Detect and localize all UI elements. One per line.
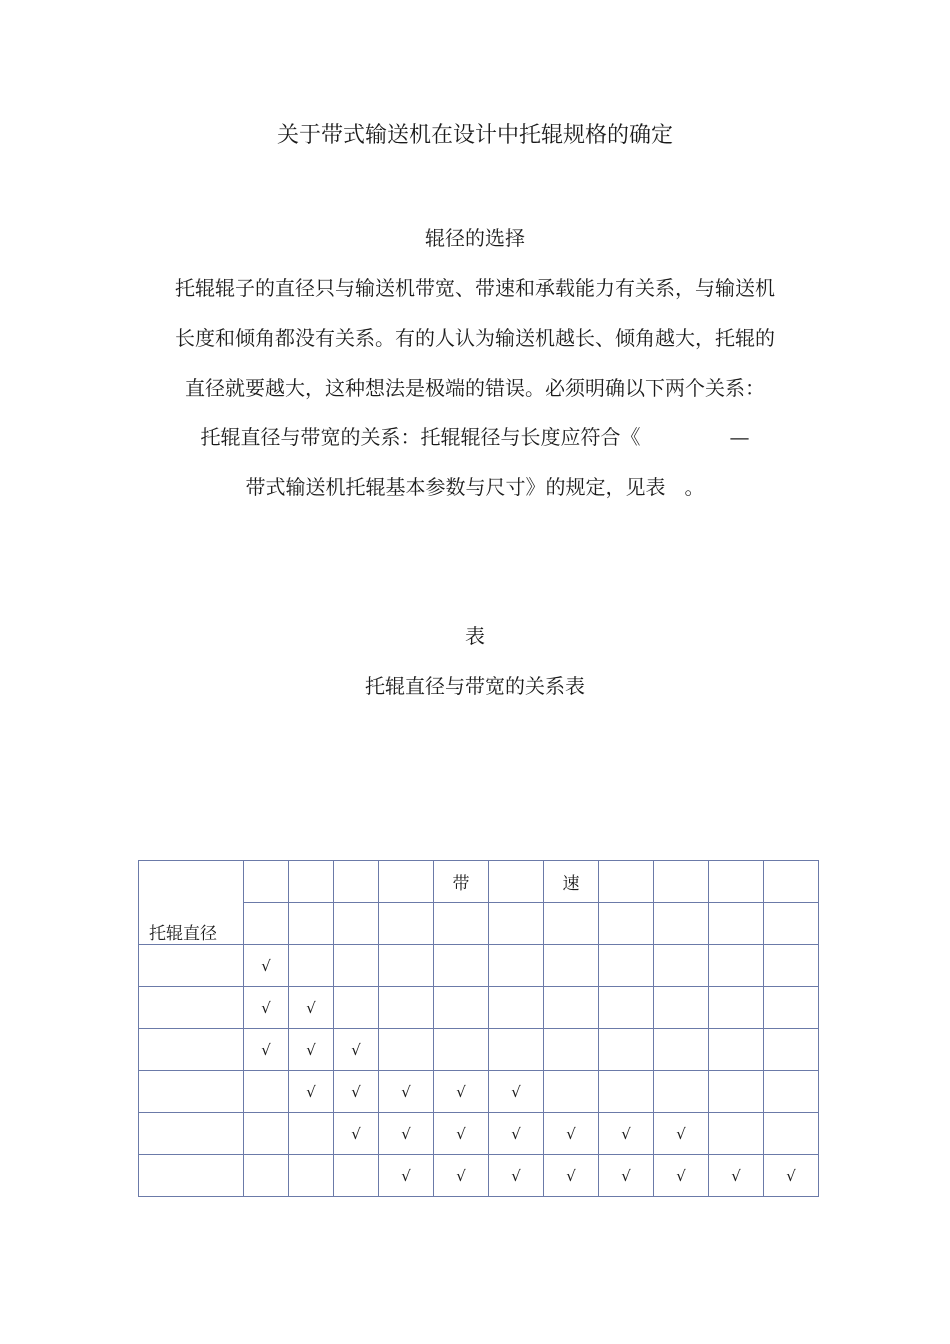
- blank-cell: [244, 903, 289, 945]
- roller-bandwidth-table: [138, 860, 819, 1197]
- check-cell: [764, 1155, 819, 1197]
- header-cell: [599, 861, 654, 903]
- blank-cell: [764, 1029, 819, 1071]
- check-cell: [489, 1071, 544, 1113]
- check-mark-icon: √: [306, 998, 316, 1017]
- table-row: [139, 987, 819, 1029]
- header-cell: [289, 861, 334, 903]
- blank-cell: [654, 1029, 709, 1071]
- check-cell: [289, 987, 334, 1029]
- check-mark-icon: √: [456, 1124, 466, 1143]
- check-cell: [434, 1155, 489, 1197]
- blank-cell: [709, 1071, 764, 1113]
- check-cell: [709, 1155, 764, 1197]
- check-cell: [379, 1113, 434, 1155]
- blank-cell: [334, 987, 379, 1029]
- check-cell: [244, 1029, 289, 1071]
- blank-cell: [434, 987, 489, 1029]
- check-mark-icon: √: [261, 998, 271, 1017]
- table-header-row: [139, 861, 819, 903]
- check-cell: [489, 1113, 544, 1155]
- blank-cell: [289, 1113, 334, 1155]
- table-row: [139, 1155, 819, 1197]
- header-cell: [489, 861, 544, 903]
- blank-cell: [379, 1029, 434, 1071]
- check-mark-icon: √: [261, 1040, 271, 1059]
- blank-cell: [244, 1113, 289, 1155]
- check-mark-icon: √: [261, 956, 271, 975]
- paragraph-line: 直径就要越大，这种想法是极端的错误。必须明确以下两个关系：: [185, 376, 765, 400]
- blank-cell: [334, 945, 379, 987]
- document-title: 关于带式输送机在设计中托辊规格的确定: [276, 123, 673, 148]
- check-cell: [489, 1155, 544, 1197]
- blank-cell: [289, 903, 334, 945]
- check-cell: [379, 1155, 434, 1197]
- blank-cell: [489, 1029, 544, 1071]
- blank-cell: [544, 1071, 599, 1113]
- check-cell: [599, 1155, 654, 1197]
- section-heading: 辊径的选择: [425, 226, 525, 250]
- table-row: [139, 1071, 819, 1113]
- table-caption-label: 表: [465, 624, 485, 648]
- check-mark-icon: √: [306, 1040, 316, 1059]
- blank-cell: [599, 1071, 654, 1113]
- blank-cell: [489, 903, 544, 945]
- row-label-cell: [139, 945, 244, 987]
- paragraph-line: 托辊辊子的直径只与输送机带宽、带速和承载能力有关系，与输送机: [175, 276, 775, 300]
- blank-cell: [764, 987, 819, 1029]
- blank-cell: [544, 945, 599, 987]
- header-cell-belt: 带: [434, 861, 489, 903]
- blank-cell: [709, 1113, 764, 1155]
- check-cell: [434, 1071, 489, 1113]
- check-cell: [244, 945, 289, 987]
- check-cell: [654, 1113, 709, 1155]
- check-cell: [334, 1113, 379, 1155]
- blank-cell: [709, 903, 764, 945]
- check-mark-icon: √: [511, 1082, 521, 1101]
- check-mark-icon: √: [511, 1124, 521, 1143]
- check-mark-icon: √: [566, 1166, 576, 1185]
- table-caption-title: 托辊直径与带宽的关系表: [365, 674, 585, 698]
- paragraph-line: 托辊直径与带宽的关系：托辊辊径与长度应符合《 —: [200, 425, 750, 449]
- header-cell: [244, 861, 289, 903]
- header-cell: [764, 861, 819, 903]
- blank-cell: [544, 903, 599, 945]
- blank-cell: [599, 1029, 654, 1071]
- header-cell: [334, 861, 379, 903]
- check-mark-icon: √: [351, 1082, 361, 1101]
- row-label-cell: [139, 1071, 244, 1113]
- check-mark-icon: √: [456, 1082, 466, 1101]
- blank-cell: [764, 945, 819, 987]
- blank-cell: [709, 987, 764, 1029]
- blank-cell: [654, 987, 709, 1029]
- row-label-cell: [139, 987, 244, 1029]
- check-cell: [544, 1155, 599, 1197]
- check-mark-icon: √: [351, 1124, 361, 1143]
- header-cell-speed: 速: [544, 861, 599, 903]
- check-cell: [544, 1113, 599, 1155]
- check-cell: [599, 1113, 654, 1155]
- header-cell: [379, 861, 434, 903]
- table-row: [139, 1113, 819, 1155]
- check-cell: [334, 1071, 379, 1113]
- blank-cell: [289, 945, 334, 987]
- blank-cell: [289, 1155, 334, 1197]
- check-mark-icon: √: [731, 1166, 741, 1185]
- blank-cell: [379, 945, 434, 987]
- row-label-cell: [139, 1029, 244, 1071]
- table-row: [139, 945, 819, 987]
- blank-cell: [434, 945, 489, 987]
- header-cell: [654, 861, 709, 903]
- blank-cell: [489, 945, 544, 987]
- row-header-label: 托辊直径: [139, 861, 244, 945]
- check-mark-icon: √: [566, 1124, 576, 1143]
- blank-cell: [244, 1155, 289, 1197]
- blank-cell: [599, 945, 654, 987]
- check-cell: [434, 1113, 489, 1155]
- table-row: [139, 1029, 819, 1071]
- check-mark-icon: √: [306, 1082, 316, 1101]
- check-mark-icon: √: [401, 1166, 411, 1185]
- blank-cell: [334, 1155, 379, 1197]
- check-mark-icon: √: [676, 1124, 686, 1143]
- check-mark-icon: √: [456, 1166, 466, 1185]
- check-cell: [289, 1071, 334, 1113]
- row-label-cell: [139, 1113, 244, 1155]
- blank-cell: [709, 1029, 764, 1071]
- blank-cell: [599, 903, 654, 945]
- paragraph-line: 长度和倾角都没有关系。有的人认为输送机越长、倾角越大，托辊的: [175, 326, 775, 350]
- check-mark-icon: √: [676, 1166, 686, 1185]
- blank-cell: [654, 1071, 709, 1113]
- blank-cell: [654, 945, 709, 987]
- blank-cell: [379, 903, 434, 945]
- check-cell: [244, 987, 289, 1029]
- check-cell: [654, 1155, 709, 1197]
- check-mark-icon: √: [511, 1166, 521, 1185]
- row-label-cell: [139, 1155, 244, 1197]
- check-mark-icon: √: [401, 1082, 411, 1101]
- check-cell: [334, 1029, 379, 1071]
- check-mark-icon: √: [351, 1040, 361, 1059]
- check-mark-icon: √: [786, 1166, 796, 1185]
- check-cell: [289, 1029, 334, 1071]
- check-mark-icon: √: [621, 1166, 631, 1185]
- blank-cell: [379, 987, 434, 1029]
- blank-cell: [544, 1029, 599, 1071]
- check-cell: [379, 1071, 434, 1113]
- blank-cell: [489, 987, 544, 1029]
- check-mark-icon: √: [621, 1124, 631, 1143]
- check-mark-icon: √: [401, 1124, 411, 1143]
- paragraph-line: 带式输送机托辊基本参数与尺寸》的规定，见表 。: [245, 475, 705, 499]
- blank-cell: [764, 903, 819, 945]
- blank-cell: [599, 987, 654, 1029]
- header-cell: [709, 861, 764, 903]
- blank-cell: [434, 903, 489, 945]
- blank-cell: [709, 945, 764, 987]
- blank-cell: [764, 1113, 819, 1155]
- blank-cell: [764, 1071, 819, 1113]
- blank-cell: [654, 903, 709, 945]
- blank-cell: [434, 1029, 489, 1071]
- blank-cell: [544, 987, 599, 1029]
- blank-cell: [334, 903, 379, 945]
- blank-cell: [244, 1071, 289, 1113]
